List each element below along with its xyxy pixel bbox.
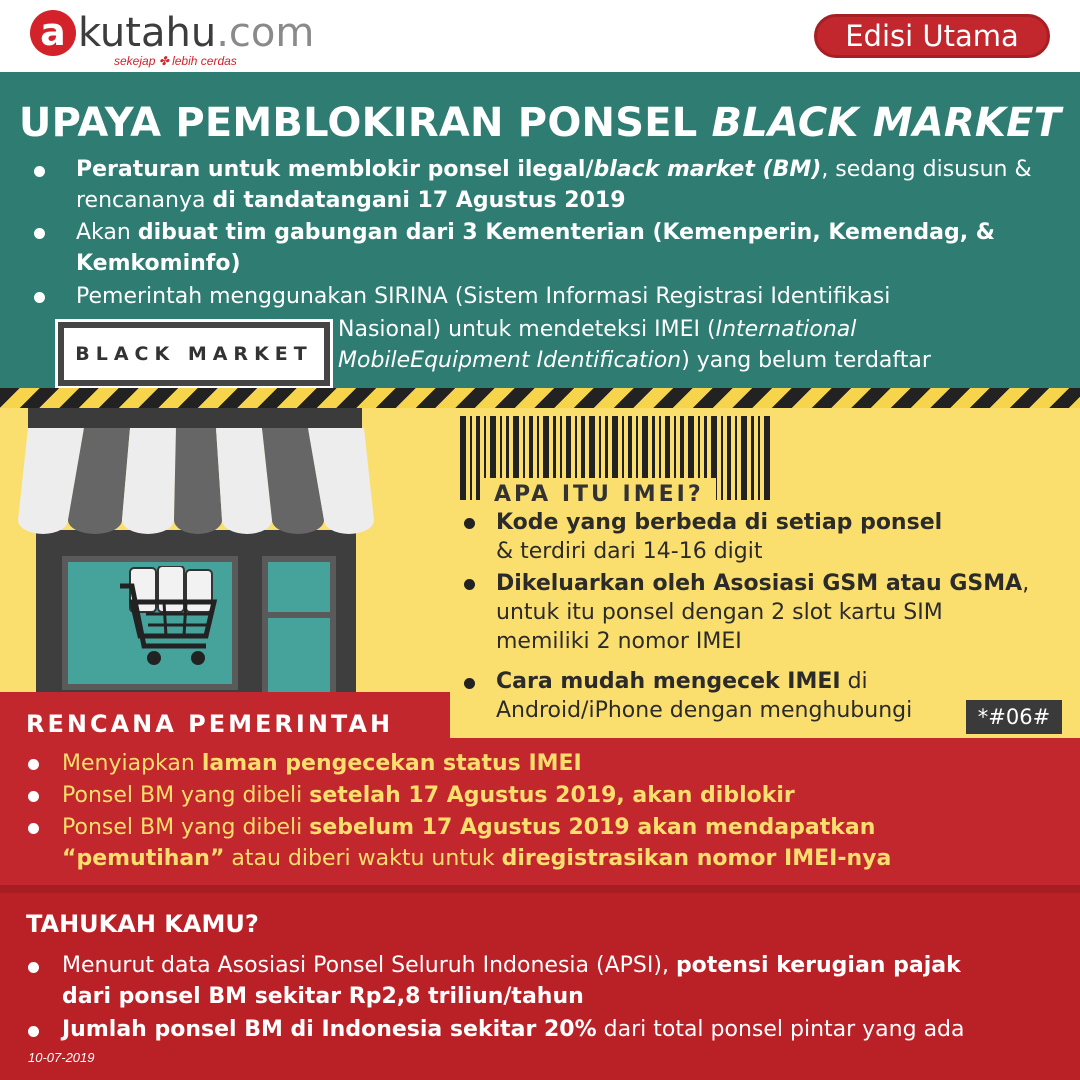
tahukah-item	[62, 950, 961, 1012]
logo-tld: .com	[216, 10, 315, 56]
store-door	[262, 556, 336, 700]
item-bold: Kode yang berbeda di setiap ponsel	[496, 510, 943, 535]
title-italic: BLACK MARKET	[711, 100, 1062, 146]
item-text: ) yang belum terdaftar	[681, 348, 931, 373]
item-text: di	[840, 669, 868, 694]
rencana-item	[62, 748, 582, 779]
item-bold: laman pengecekan status IMEI	[201, 751, 582, 776]
item-bold: Dikeluarkan oleh Asosiasi GSM atau GSMA	[496, 571, 1023, 596]
item-text: Menyiapkan	[62, 751, 202, 776]
item-text: rencananya	[76, 188, 213, 213]
shopping-cart-icon	[74, 566, 234, 686]
item-bold-italic: black market (BM)	[593, 157, 822, 182]
imei-item	[496, 508, 942, 566]
rencana-item	[62, 812, 891, 874]
publish-date: 10-07-2019	[28, 1050, 95, 1065]
item-text: Ponsel BM yang dibeli	[62, 815, 310, 840]
imei-title: APA ITU IMEI?	[482, 478, 716, 511]
logo-name: kutahu	[78, 10, 217, 56]
list-item	[76, 217, 995, 279]
item-italic: MobileEquipment Identification	[338, 348, 682, 373]
item-bold: potensi kerugian pajak	[675, 953, 961, 978]
item-bold: Jumlah ponsel BM di Indonesia sekitar 20%	[62, 1017, 597, 1042]
bullet-icon	[28, 759, 39, 770]
section-divider	[0, 885, 1080, 893]
item-text: & terdiri dari 14-16 digit	[496, 539, 763, 564]
bullet-icon	[34, 228, 45, 239]
item-text: Pemerintah menggunakan SIRINA (Sistem Informasi Registrasi Identifikasi	[76, 284, 891, 309]
bullet-icon	[28, 823, 39, 834]
item-bold: “pemutihan”	[62, 846, 225, 871]
imei-item	[496, 569, 1029, 656]
item-text: , sedang disusun &	[821, 157, 1032, 182]
list-item	[76, 281, 890, 312]
store-window	[62, 556, 238, 690]
item-text: untuk itu ponsel dengan 2 slot kartu SIM	[496, 600, 943, 625]
item-bold: Kemkominfo)	[76, 251, 241, 276]
imei-code-badge: *#06#	[966, 700, 1062, 734]
rencana-title: RENCANA PEMERINTAH	[26, 710, 394, 738]
bullet-icon	[34, 166, 45, 177]
bullet-icon	[464, 579, 475, 590]
logo-tagline: sekejap ✤ lebih cerdas	[114, 54, 237, 68]
item-bold: dari ponsel BM sekitar Rp2,8 triliun/tahun	[62, 984, 584, 1009]
logo[interactable]	[30, 10, 315, 68]
item-italic: International	[715, 317, 857, 342]
item-text: Akan	[76, 220, 138, 245]
item-bold: di tandatangani 17 Agustus 2019	[212, 188, 626, 213]
bullet-icon	[28, 791, 39, 802]
list-item-continued	[338, 314, 931, 376]
rencana-item	[62, 780, 795, 811]
item-text: memiliki 2 nomor IMEI	[496, 629, 742, 654]
item-bold: setelah 17 Agustus 2019, akan diblokir	[309, 783, 795, 808]
imei-item	[496, 667, 912, 725]
item-bold: diregistrasikan nomor IMEI-nya	[501, 846, 892, 871]
logo-letter: a	[30, 10, 76, 56]
title-main: UPAYA PEMBLOKIRAN PONSEL	[18, 100, 712, 146]
awning-icon	[18, 428, 374, 538]
item-text: atau diberi waktu untuk	[224, 846, 502, 871]
item-text: Nasional) untuk mendeteksi IMEI (	[338, 317, 716, 342]
black-market-sign: BLACK MARKET	[58, 322, 330, 386]
tahukah-item	[62, 1014, 965, 1045]
bullet-icon	[28, 1026, 39, 1037]
bullet-icon	[34, 292, 45, 303]
tahukah-title: TAHUKAH KAMU?	[26, 910, 259, 938]
edition-badge: Edisi Utama	[814, 14, 1050, 58]
door-divider	[268, 612, 330, 618]
item-bold: Peraturan untuk memblokir ponsel ilegal/	[76, 157, 594, 182]
list-item	[76, 154, 1032, 216]
item-text: Android/iPhone dengan menghubungi	[496, 698, 913, 723]
item-bold: Cara mudah mengecek IMEI	[496, 669, 841, 694]
bullet-icon	[28, 962, 39, 973]
item-text: Ponsel BM yang dibeli	[62, 783, 310, 808]
item-text: dari total ponsel pintar yang ada	[596, 1017, 965, 1042]
page-title	[0, 100, 1080, 146]
item-text: Menurut data Asosiasi Ponsel Seluruh Indonesia (APSI),	[62, 953, 676, 978]
item-text: ,	[1022, 571, 1030, 596]
item-bold: sebelum 17 Agustus 2019 akan mendapatkan	[309, 815, 876, 840]
bullet-icon	[464, 518, 475, 529]
header	[0, 0, 1080, 72]
bullet-icon	[464, 678, 475, 689]
store-roof	[28, 408, 362, 430]
logo-word	[78, 10, 314, 56]
item-bold: dibuat tim gabungan dari 3 Kementerian (Kemenperin, Kemendag, &	[137, 220, 995, 245]
hazard-stripe	[0, 388, 1080, 408]
